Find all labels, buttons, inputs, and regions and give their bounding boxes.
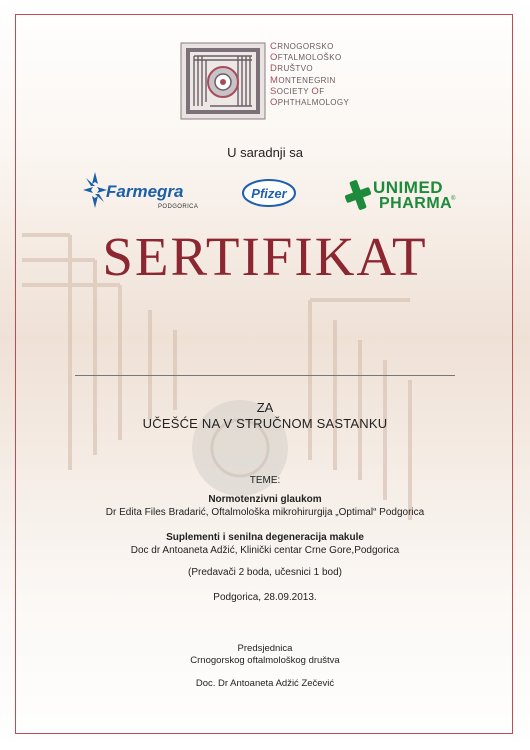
society-line-5: SOCIETY OF bbox=[270, 85, 325, 97]
pfizer-logo bbox=[241, 178, 297, 208]
page-frame bbox=[15, 14, 513, 734]
topic-2-speaker: Doc dr Antoaneta Adžić, Klinički centar Crne Gore,Podgorica bbox=[130, 545, 400, 556]
topic-1-speaker: Dr Edita Files Bradarić, Oftalmološka mikrohirurgija „Optimal“ Podgorica bbox=[105, 507, 425, 518]
date-place: Podgorica, 28.09.2013. bbox=[213, 592, 317, 603]
for-label: ZA bbox=[256, 400, 274, 415]
unimed-registered: ® bbox=[451, 196, 456, 202]
farmegra-star-icon bbox=[82, 170, 108, 210]
society-line-1: CRNOGORSKO bbox=[270, 41, 334, 52]
president-org: Crnogorskog oftalmološkog društva bbox=[190, 655, 340, 666]
pfizer-name: Pfizer bbox=[251, 186, 287, 201]
certificate-title: SERTIFIKAT bbox=[102, 226, 428, 287]
farmegra-sub: PODGORICA bbox=[158, 204, 199, 210]
unimed-line1: UNIMED bbox=[373, 178, 444, 197]
president-title: Predsjednica bbox=[237, 643, 293, 654]
society-logo-icon bbox=[180, 42, 266, 120]
farmegra-logo bbox=[82, 170, 207, 218]
points-note: (Predavači 2 boda, učesnici 1 bod) bbox=[188, 567, 342, 578]
society-line-6: OPHTHALMOLOGY bbox=[270, 97, 350, 109]
cooperation-text: U saradnji sa bbox=[227, 145, 303, 160]
president-name: Doc. Dr Antoaneta Adžić Zečević bbox=[195, 678, 335, 689]
unimed-pharma-logo bbox=[345, 178, 455, 218]
farmegra-name: Farmegra bbox=[106, 182, 184, 201]
topics-label: TEME: bbox=[249, 475, 281, 486]
participation-subtitle: UČEŠĆE NA V STRUČNOM SASTANKU bbox=[142, 416, 388, 431]
society-line-2: OFTALMOLOŠKO bbox=[270, 52, 342, 64]
society-line-3: DRUŠTVO bbox=[270, 63, 314, 75]
society-line-4: MONTENEGRIN bbox=[270, 74, 336, 86]
unimed-cross-icon bbox=[345, 180, 371, 210]
topic-1-title: Normotenzivni glaukom bbox=[208, 494, 322, 505]
society-name bbox=[270, 41, 349, 108]
name-line bbox=[75, 375, 455, 376]
topic-2-title: Suplementi i senilna degeneracija makule bbox=[166, 532, 364, 543]
unimed-line2: PHARMA bbox=[379, 195, 453, 212]
